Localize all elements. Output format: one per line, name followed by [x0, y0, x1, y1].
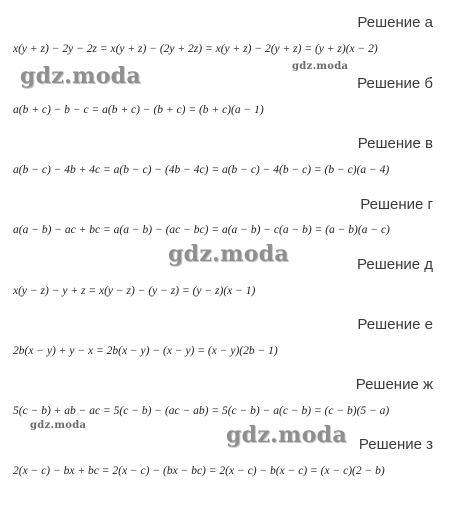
watermark-logo: gdz.moda — [20, 63, 141, 89]
solution-e-formula: 2b(x − y) + y − x = 2b(x − y) − (x − y) = (x − y)(2b − 1) — [13, 345, 278, 357]
watermark-logo: gdz.moda — [226, 422, 347, 448]
solution-zh-formula: 5(c − b) + ab − ac = 5(c − b) − (ac − ab) = 5(c − b) − a(c − b) = (c − b)(5 − a) — [13, 405, 390, 417]
solution-z-formula: 2(x − c) − bx + bc = 2(x − c) − (bx − bc) = 2(x − c) − b(x − c) = (x − c)(2 − b) — [13, 465, 385, 477]
solution-a-formula: x(y + z) − 2y − 2z = x(y + z) − (2y + 2z) = x(y + z) − 2(y + z) = (y + z)(x − 2) — [13, 43, 378, 55]
watermark-logo: gdz.moda — [168, 241, 289, 267]
solution-d-formula: x(y − z) − y + z = x(y − z) − (y − z) = (y − z)(x − 1) — [13, 285, 256, 297]
solution-b-heading: Решение б — [357, 75, 433, 92]
watermark-logo: gdz.moda — [292, 61, 349, 72]
solution-z-heading: Решение з — [358, 436, 433, 453]
watermark-logo: gdz.moda — [30, 420, 87, 431]
solution-d-heading: Решение д — [357, 256, 433, 273]
solution-b-formula: a(b + c) − b − c = a(b + c) − (b + c) = (b + c)(a − 1) — [13, 104, 264, 116]
solution-g-formula: a(a − b) − ac + bc = a(a − b) − (ac − bc) = a(a − b) − c(a − b) = (a − b)(a − c) — [13, 224, 390, 236]
solution-e-heading: Решение е — [357, 316, 433, 333]
solution-v-formula: a(b − c) − 4b + 4c = a(b − c) − (4b − 4c) = a(b − c) − 4(b − c) = (b − c)(a − 4) — [13, 164, 390, 176]
solution-v-heading: Решение в — [357, 135, 433, 152]
solution-g-heading: Решение г — [360, 196, 433, 213]
solution-zh-heading: Решение ж — [355, 376, 433, 393]
solution-a-heading: Решение а — [357, 14, 433, 31]
